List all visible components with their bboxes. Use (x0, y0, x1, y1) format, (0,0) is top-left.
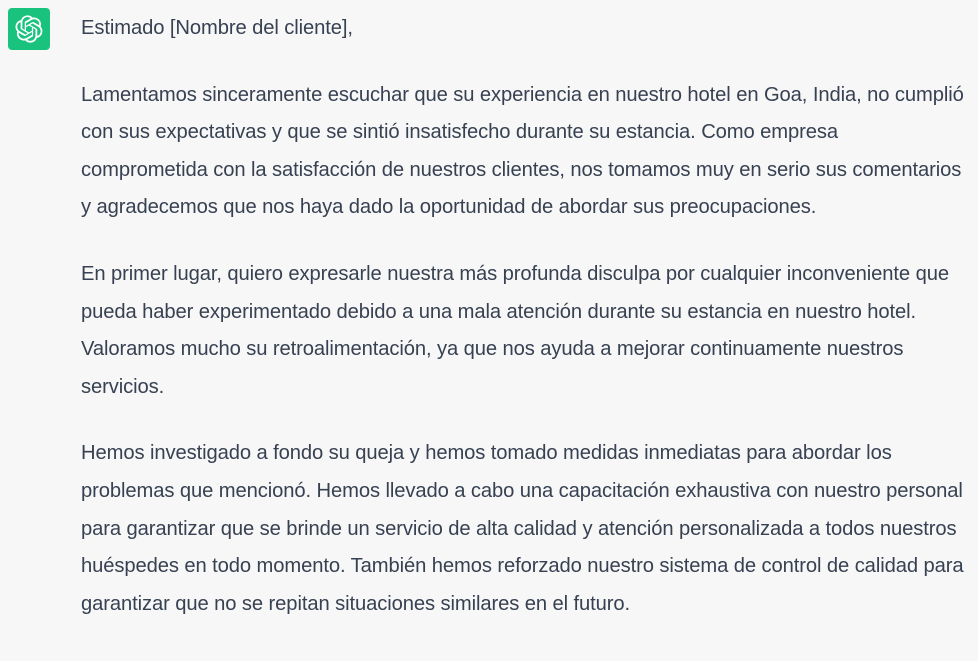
message-greeting: Estimado [Nombre del cliente], (81, 17, 353, 39)
assistant-avatar (8, 8, 50, 50)
message-paragraph: Hemos investigado a fondo su queja y hemos tomado medidas inmediatas para abordar los problemas que mencionó. Hemos llevado a cabo una capacitación exhaustiva con nuestro personal para garantizar que se brinde un servicio de alta calidad y atención personalizada a todos nuestros huéspedes en todo momento. También hemos reforzado nuestro sistema de control de calidad para garantizar que no se repitan situaciones similares en el futuro. (81, 442, 964, 615)
message-content (81, 10, 966, 623)
message-paragraph: En primer lugar, quiero expresarle nuestra más profunda disculpa por cualquier inconveniente que pueda haber experimentado debido a una mala atención durante su estancia en nuestro hotel. Valoramos mucho su retroalimentación, ya que nos ayuda a mejorar continuamente nuestros servicios. (81, 262, 949, 398)
message-paragraph: Lamentamos sinceramente escuchar que su experiencia en nuestro hotel en Goa, India, no cumplió con sus expectativas y que se sintió insatisfecho durante su estancia. Como empresa comprometida con la satisfacción de nuestros clientes, nos tomamos muy en serio sus comentarios y agradecemos que nos haya dado la oportunidad de abordar sus preocupaciones. (81, 83, 964, 219)
openai-logo-icon (15, 15, 43, 43)
